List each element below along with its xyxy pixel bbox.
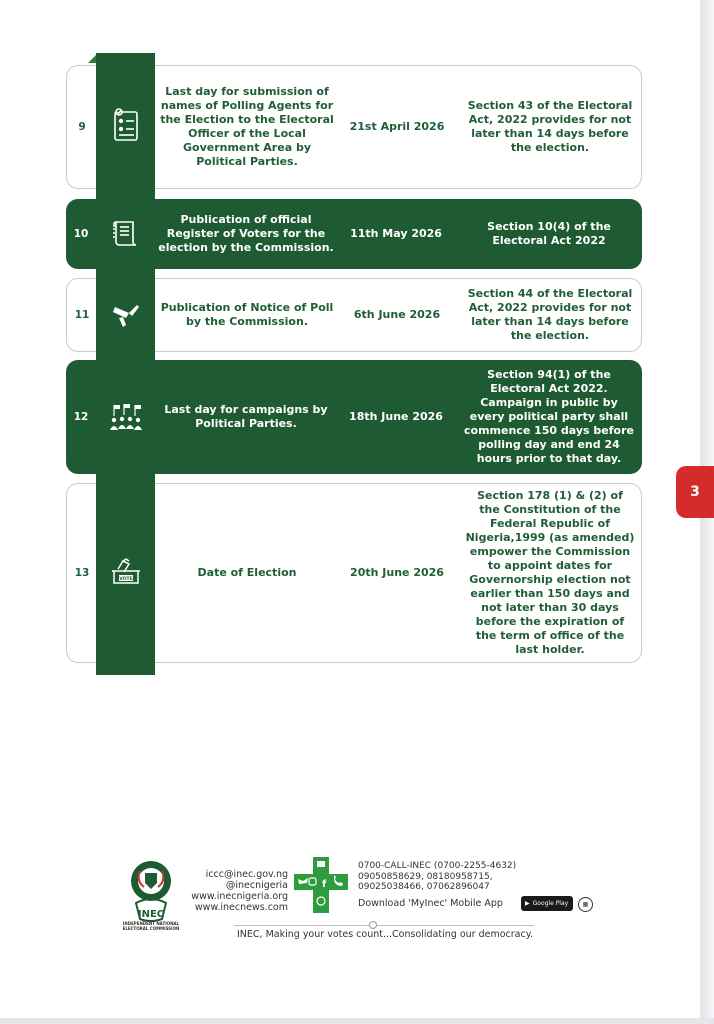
row-number: 13 [74, 567, 90, 579]
social-icons [294, 857, 348, 913]
phone-numbers[interactable]: 09025038466, 07062896047 [358, 882, 490, 892]
row-number: 11 [74, 309, 90, 321]
email-link[interactable]: iccc@inec.gov.ng [205, 869, 288, 880]
phone-numbers[interactable]: 09050858629, 08180958715, [358, 871, 493, 882]
news-website-link[interactable]: www.inecnews.com [194, 902, 288, 913]
svg-text:INEC: INEC [137, 909, 165, 920]
hotline[interactable]: 0700-CALL-INEC (0700-2255-4632) [358, 861, 517, 871]
qr-code-icon: ▦ [578, 897, 593, 912]
row-number: 10 [73, 228, 89, 240]
row-date: 18th June 2026 [349, 410, 443, 423]
contact-links [172, 869, 288, 913]
ballot-box-vote-icon [104, 552, 148, 592]
row-legal-basis: Section 94(1) of the Electoral Act 2022. Campaign in public by every political party shall commence 150 days before polling day and end 24 hours prior to that day. [464, 368, 634, 465]
svg-text:VOTE: VOTE [119, 577, 133, 582]
campaign-crowd-icon [104, 395, 148, 439]
google-play-badge[interactable]: ▶ Google Play [521, 896, 573, 911]
polling-agent-list-icon [104, 100, 148, 150]
row-description: Last day for campaigns by Political Parties. [164, 403, 328, 430]
megaphone-icon [104, 295, 148, 335]
logo-caption: INDEPENDENT NATIONAL ELECTORAL COMMISSION [122, 921, 180, 931]
website-link[interactable]: www.inecnigeria.org [191, 891, 288, 902]
chat-icon [317, 861, 325, 867]
divider-dot [369, 921, 377, 929]
download-app-text: Download 'MyInec' Mobile App [358, 898, 503, 909]
footer [0, 855, 700, 955]
row-legal-basis: Section 43 of the Electoral Act, 2022 provides for not later than 14 days before the election. [467, 99, 633, 154]
phone-contacts [358, 861, 558, 893]
voter-register-scroll-icon [104, 211, 148, 255]
play-icon: ▶ [525, 900, 530, 907]
row-number: 12 [73, 411, 89, 423]
footer-divider [234, 925, 534, 926]
row-date: 6th June 2026 [353, 308, 441, 321]
row-description: Publication of official Register of Voters for the election by the Commission. [158, 213, 334, 254]
row-description: Publication of Notice of Poll by the Commission. [160, 301, 334, 328]
row-description: Date of Election [197, 566, 297, 579]
facebook-icon: f [322, 879, 327, 890]
row-legal-basis: Section 10(4) of the Electoral Act 2022 [487, 220, 611, 247]
tagline: INEC, Making your votes count...Consolidating our democracy. [237, 929, 533, 940]
bottom-strip [0, 1018, 714, 1024]
row-legal-basis: Section 44 of the Electoral Act, 2022 provides for not later than 14 days before the election. [467, 287, 633, 342]
row-description: Last day for submission of names of Polling Agents for the Election to the Electoral Officer of the Local Government Area by Political Parties. [160, 85, 334, 168]
row-date: 21st April 2026 [349, 120, 445, 133]
row-date: 11th May 2026 [350, 227, 442, 240]
row-date: 20th June 2026 [350, 566, 444, 579]
row-legal-basis: Section 178 (1) & (2) of the Constitution of the Federal Republic of Nigeria,1999 (as amended) empower the Commission to appoint dates for Governorship election not earlier than 150 days and not later than 30 days before the expiration of the term of office of the last holder. [465, 489, 635, 656]
row-number: 9 [78, 121, 86, 133]
page-number-tab: 3 [676, 466, 714, 518]
social-handle[interactable]: @inecnigeria [225, 880, 288, 891]
